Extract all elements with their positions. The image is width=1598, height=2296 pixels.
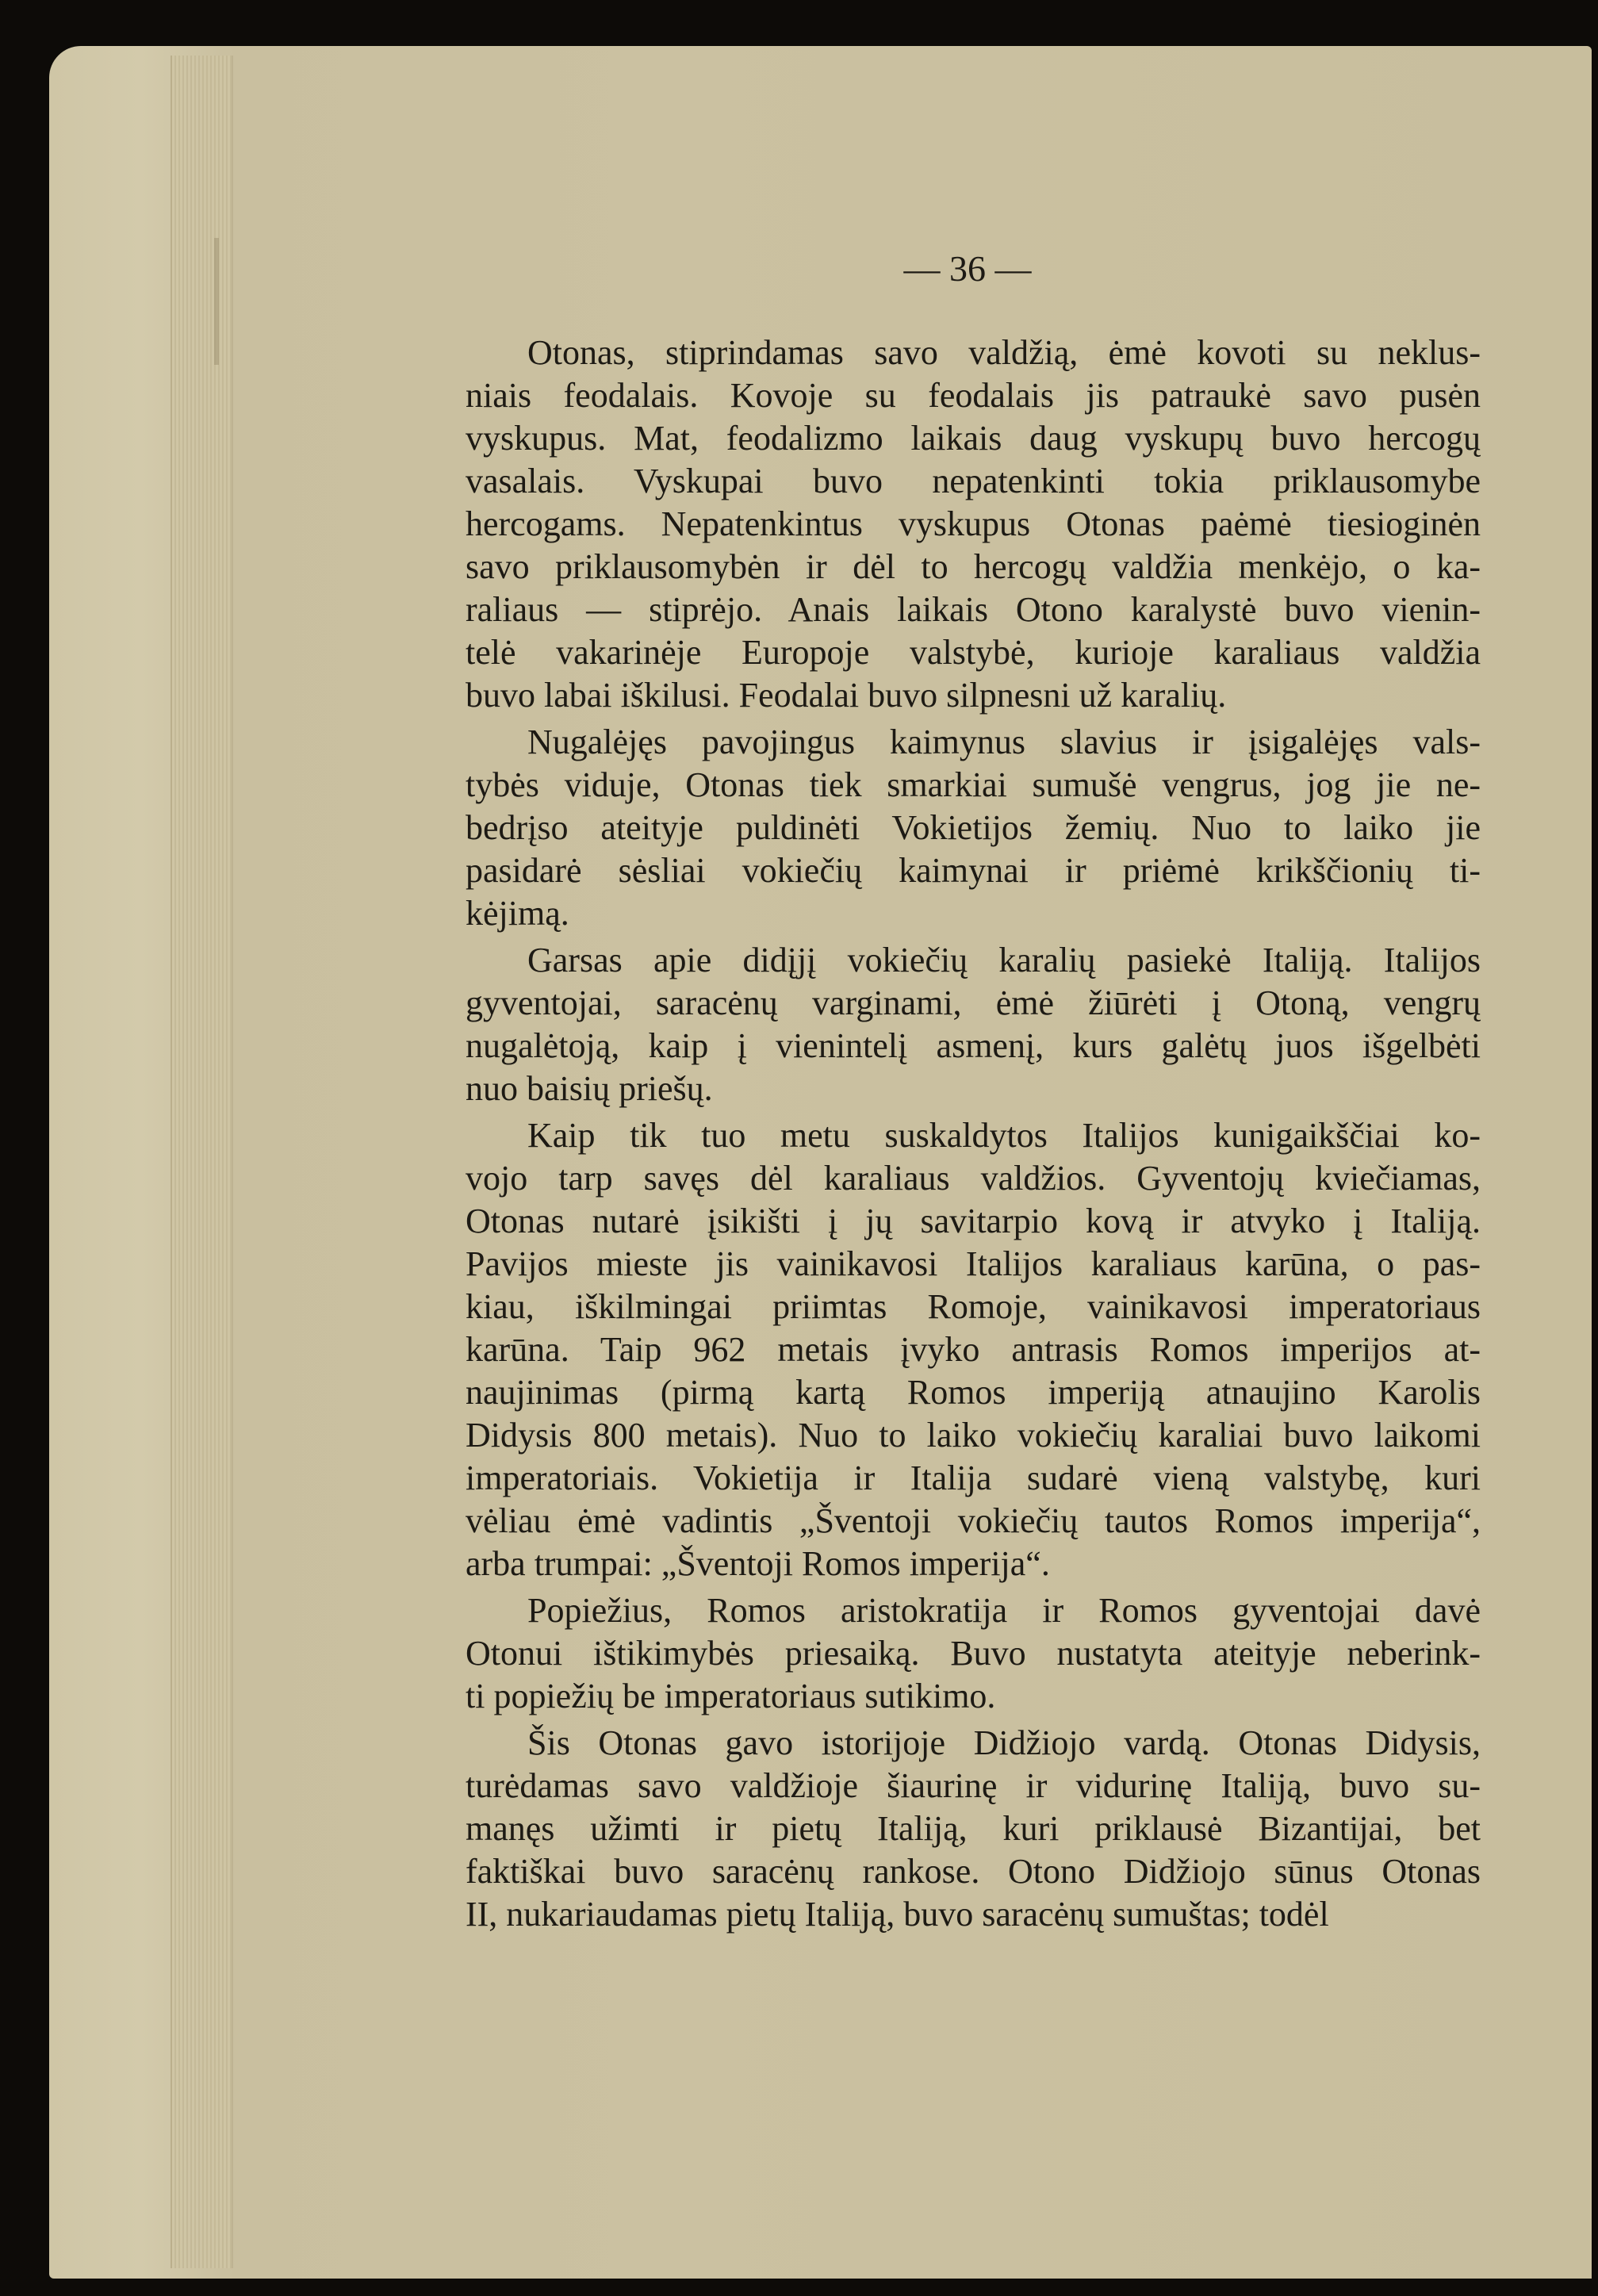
text-line: savo priklausomybėn ir dėl to hercogų valdžia menkėjo, o ka- — [466, 547, 1481, 586]
text-line: Kaip tik tuo metu suskaldytos Italijos kunigaikščiai ko- — [527, 1116, 1481, 1155]
text-line: Otonui ištikimybės priesaiką. Buvo nustatyta ateityje neberink- — [466, 1634, 1481, 1673]
text-line: pasidarė sėsliai vokiečių kaimynai ir priėmė krikščionių ti- — [466, 851, 1481, 890]
paragraph — [466, 1114, 1481, 1585]
text-line: hercogams. Nepatenkintus vyskupus Otonas paėmė tiesioginėn — [466, 504, 1481, 543]
text-line: Nugalėjęs pavojingus kaimynus slavius ir įsigalėjęs vals- — [527, 723, 1481, 761]
text-line: niais feodalais. Kovoje su feodalais jis patraukė savo pusėn — [466, 376, 1481, 415]
text-line: kėjimą. — [466, 894, 569, 933]
text-line: karūna. Taip 962 metais įvyko antrasis Romos imperijos at- — [466, 1330, 1481, 1369]
text-line: faktiškai buvo saracėnų rankose. Otono Didžiojo sūnus Otonas — [466, 1852, 1481, 1891]
paragraph — [466, 1589, 1481, 1718]
text-line: bedrįso ateityje puldinėti Vokietijos žemių. Nuo to laiko jie — [466, 808, 1481, 847]
book-spine-edge — [171, 56, 233, 2268]
text-line: vyskupus. Mat, feodalizmo laikais daug vyskupų buvo hercogų — [466, 419, 1481, 458]
text-line: tybės viduje, Otonas tiek smarkiai sumušė vengrus, jog jie ne- — [466, 765, 1481, 804]
text-line: gyventojai, saracėnų varginami, ėmė žiūrėti į Otoną, vengrų — [466, 983, 1481, 1022]
paragraph — [466, 721, 1481, 935]
text-line: imperatoriais. Vokietija ir Italija sudarė vieną valstybę, kuri — [466, 1458, 1481, 1497]
text-line: Didysis 800 metais). Nuo to laiko vokiečių karaliai buvo laikomi — [466, 1416, 1481, 1455]
text-line: nuo baisių priešų. — [466, 1069, 713, 1108]
paragraph — [466, 332, 1481, 717]
text-line: Otonas, stiprindamas savo valdžią, ėmė kovoti su neklus- — [527, 333, 1481, 372]
text-line: kiau, iškilmingai priimtas Romoje, vainikavosi imperatoriaus — [466, 1287, 1481, 1326]
text-line: vojo tarp savęs dėl karaliaus valdžios. Gyventojų kviečiamas, — [466, 1159, 1481, 1198]
text-line: raliaus — stiprėjo. Anais laikais Otono karalystė buvo vienin- — [466, 590, 1481, 629]
text-line: ti popiežių be imperatoriaus sutikimo. — [466, 1677, 996, 1715]
text-line: buvo labai iškilusi. Feodalai buvo silpnesni už karalių. — [466, 676, 1227, 715]
text-line: vėliau ėmė vadintis „Šventoji vokiečių tautos Romos imperija“, — [466, 1501, 1481, 1540]
text-line: Šis Otonas gavo istorijoje Didžiojo vardą. Otonas Didysis, — [527, 1723, 1481, 1762]
paragraph — [466, 1722, 1481, 1936]
text-line: turėdamas savo valdžioje šiaurinę ir vidurinę Italiją, buvo su- — [466, 1766, 1481, 1805]
page-number: — 36 — — [903, 248, 1032, 289]
paragraph — [466, 939, 1481, 1110]
text-line: Garsas apie didįjį vokiečių karalių pasiekė Italiją. Italijos — [527, 941, 1481, 979]
text-line: naujinimas (pirmą kartą Romos imperiją atnaujino Karolis — [466, 1373, 1481, 1412]
text-line: manęs užimti ir pietų Italiją, kuri priklausė Bizantijai, bet — [466, 1809, 1481, 1848]
text-line: telė vakarinėje Europoje valstybė, kurioje karaliaus valdžia — [466, 633, 1481, 672]
text-line: Pavijos mieste jis vainikavosi Italijos karaliaus karūna, o pas- — [466, 1244, 1481, 1283]
text-line: Otonas nutarė įsikišti į jų savitarpio kovą ir atvyko į Italiją. — [466, 1202, 1481, 1240]
text-line: Popiežius, Romos aristokratija ir Romos gyventojai davė — [527, 1591, 1481, 1630]
text-line: vasalais. Vyskupai buvo nepatenkinti tokia priklausomybe — [466, 462, 1481, 500]
body-text — [466, 332, 1481, 1940]
text-line: nugalėtoją, kaip į vienintelį asmenį, kurs galėtų juos išgelbėti — [466, 1026, 1481, 1065]
text-line: arba trumpai: „Šventoji Romos imperija“. — [466, 1544, 1050, 1583]
text-line: II, nukariaudamas pietų Italiją, buvo saracėnų sumuštas; todėl — [466, 1895, 1329, 1934]
